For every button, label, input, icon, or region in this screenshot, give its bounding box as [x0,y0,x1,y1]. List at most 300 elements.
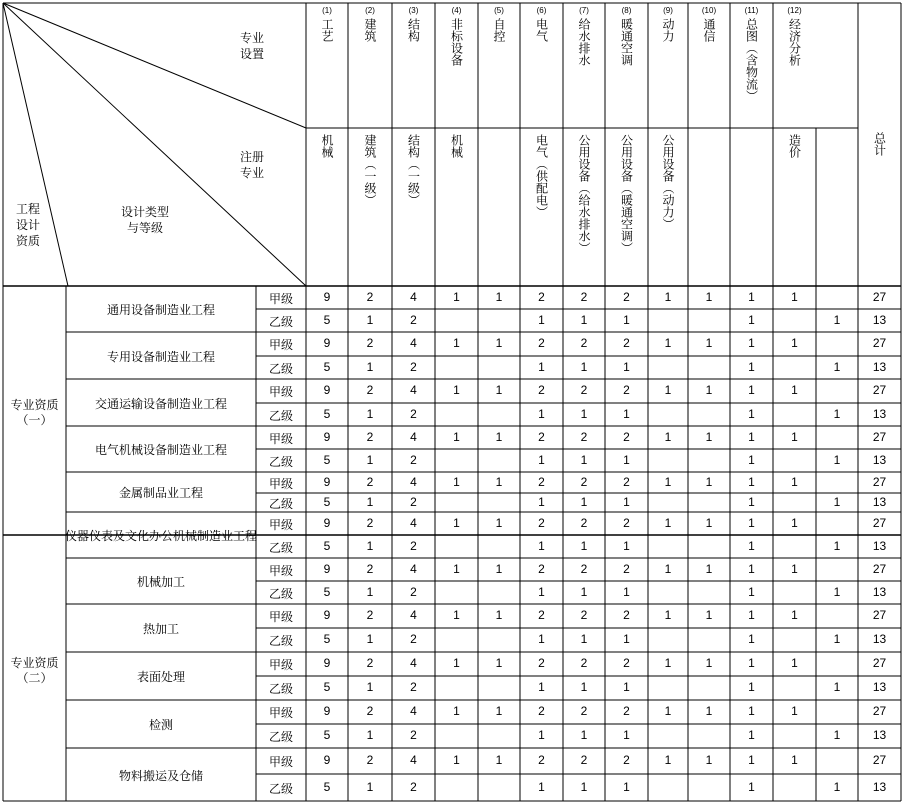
value-cell: 1 [453,289,460,304]
category-label: 通用设备制造业工程 [106,303,216,317]
value-cell: 2 [366,429,374,444]
value-cell: 1 [538,779,545,794]
grade-a-label: 甲级 [268,476,294,491]
value-cell: 1 [833,406,841,421]
value-cell: 1 [366,312,374,327]
value-cell: 2 [623,429,630,444]
column-index: (7) [579,6,589,15]
column-index: (4) [451,6,462,15]
value-cell: 2 [538,656,545,670]
value-cell: 27 [872,608,887,622]
value-cell: 1 [453,561,460,576]
value-cell: 1 [833,779,841,794]
value-cell: 1 [833,584,841,599]
value-cell: 1 [580,312,588,327]
value-cell: 1 [623,538,630,553]
value-cell: 2 [580,561,588,576]
category-label: 检测 [148,718,174,732]
value-cell: 1 [453,656,460,670]
value-cell: 5 [323,632,331,646]
value-cell: 2 [538,753,545,767]
value-cell: 1 [705,656,713,670]
column-registered: 公用设备（动力） [661,134,675,230]
column-registered: 公用设备（暖通空调） [619,134,634,254]
value-cell: 27 [872,656,887,670]
value-cell: 9 [323,515,331,530]
value-cell: 2 [410,779,417,794]
value-cell: 2 [410,406,417,421]
value-cell: 2 [366,383,374,397]
value-cell: 1 [495,515,503,530]
value-cell: 1 [623,406,630,421]
value-cell: 2 [538,429,545,444]
grade-b-label: 乙级 [268,314,294,329]
value-cell: 2 [538,289,545,304]
column-name: 工艺 [320,18,334,42]
value-cell: 1 [705,429,713,444]
value-cell: 4 [410,656,417,670]
value-cell: 2 [623,336,630,350]
value-cell: 1 [623,680,630,694]
value-cell: 13 [872,680,887,694]
value-cell: 1 [748,515,755,530]
value-cell: 1 [538,632,545,646]
value-cell: 2 [623,753,630,767]
value-cell: 13 [872,406,887,421]
value-cell: 1 [664,515,672,530]
value-cell: 5 [323,584,331,599]
category-label: 电气机械设备制造业工程 [94,443,228,457]
corner-qualification: 工程设计资质 [15,202,40,248]
value-cell: 1 [705,704,713,718]
value-cell: 1 [748,561,755,576]
grade-a-label: 甲级 [268,385,294,399]
value-cell: 1 [580,452,588,467]
value-cell: 1 [538,680,545,694]
column-index: (1) [322,6,332,15]
value-cell: 27 [872,429,887,444]
grade-a-label: 甲级 [268,338,294,352]
value-cell: 5 [323,359,331,374]
value-cell: 27 [872,704,887,718]
value-cell: 1 [366,538,374,553]
value-cell: 13 [872,312,887,327]
value-cell: 1 [580,359,588,374]
value-cell: 1 [580,779,588,794]
group-label: 专业资质（一） [10,398,59,427]
value-cell: 1 [580,538,588,553]
value-cell: 2 [580,474,588,489]
value-cell: 1 [705,383,713,397]
value-cell: 9 [323,704,331,718]
value-cell: 2 [410,632,417,646]
value-cell: 2 [538,561,545,576]
value-cell: 2 [580,336,588,350]
column-registered: 公用设备（给水排水） [577,134,591,254]
value-cell: 13 [872,632,887,646]
value-cell: 2 [538,383,545,397]
value-cell: 1 [495,474,503,489]
value-cell: 1 [664,608,672,622]
value-cell: 1 [705,608,713,622]
value-cell: 2 [623,383,630,397]
value-cell: 1 [538,494,545,509]
value-cell: 1 [453,383,460,397]
value-cell: 2 [366,704,374,718]
value-cell: 1 [366,406,374,421]
value-cell: 1 [453,704,460,718]
value-cell: 5 [323,452,331,467]
value-cell: 1 [538,359,545,374]
value-cell: 2 [623,608,630,622]
value-cell: 13 [872,779,887,794]
value-cell: 1 [791,474,798,489]
value-cell: 27 [872,336,887,350]
value-cell: 1 [580,728,588,742]
value-cell: 1 [705,289,713,304]
value-cell: 1 [748,452,755,467]
value-cell: 9 [323,383,331,397]
value-cell: 1 [538,452,545,467]
value-cell: 2 [580,383,588,397]
grade-b-label: 乙级 [268,540,294,555]
value-cell: 2 [538,474,545,489]
value-cell: 2 [366,753,374,767]
value-cell: 1 [833,359,841,374]
category-label: 热加工 [142,622,180,636]
value-cell: 1 [791,336,798,350]
value-cell: 1 [748,336,755,350]
value-cell: 1 [748,474,755,489]
value-cell: 1 [495,656,503,670]
value-cell: 27 [872,753,887,767]
value-cell: 5 [323,728,331,742]
value-cell: 1 [538,728,545,742]
value-cell: 1 [705,561,713,576]
value-cell: 4 [410,383,417,397]
value-cell: 1 [791,429,798,444]
grade-a-label: 甲级 [268,291,294,306]
grade-b-label: 乙级 [268,454,294,469]
column-registered: 建筑（一级） [363,134,377,206]
column-index: (2) [365,6,375,15]
category-label: 金属制品业工程 [118,486,204,500]
value-cell: 1 [748,429,755,444]
value-cell: 27 [872,515,887,530]
value-cell: 1 [833,452,841,467]
value-cell: 1 [538,406,545,421]
value-cell: 1 [366,452,374,467]
value-cell: 4 [410,515,417,530]
value-cell: 1 [748,704,755,718]
value-cell: 9 [323,474,331,489]
value-cell: 5 [323,406,331,421]
value-cell: 13 [872,452,887,467]
value-cell: 2 [366,515,374,530]
corner-design-type: 设计类型与等级 [120,205,169,235]
value-cell: 2 [410,584,417,599]
grade-b-label: 乙级 [268,730,294,744]
grade-b-label: 乙级 [268,682,294,696]
value-cell: 1 [833,494,841,509]
value-cell: 1 [366,494,374,509]
group-label: 专业资质（二） [10,655,59,685]
value-cell: 2 [538,515,545,530]
value-cell: 1 [748,312,755,327]
value-cell: 1 [580,406,588,421]
value-cell: 1 [748,680,755,694]
value-cell: 1 [453,336,460,350]
column-name: 经济分析 [787,18,802,66]
value-cell: 1 [366,680,374,694]
column-name: 暖通空调 [619,18,634,66]
value-cell: 1 [833,538,841,553]
column-name: 建筑 [363,18,377,42]
value-cell: 1 [664,289,672,304]
value-cell: 1 [748,494,755,509]
value-cell: 9 [323,753,331,767]
value-cell: 1 [791,608,798,622]
value-cell: 2 [580,753,588,767]
value-cell: 2 [410,494,417,509]
value-cell: 1 [791,704,798,718]
value-cell: 2 [410,452,417,467]
value-cell: 9 [323,289,331,304]
value-cell: 1 [748,632,755,646]
value-cell: 1 [366,779,374,794]
value-cell: 2 [580,515,588,530]
column-registered: 机械 [320,134,334,158]
value-cell: 1 [453,474,460,489]
value-cell: 2 [580,429,588,444]
value-cell: 1 [791,561,798,576]
column-index: (5) [494,6,504,15]
value-cell: 27 [872,561,887,576]
value-cell: 1 [705,515,713,530]
value-cell: 5 [323,538,331,553]
value-cell: 1 [623,584,630,599]
value-cell: 2 [580,704,588,718]
value-cell: 1 [833,728,841,742]
value-cell: 4 [410,474,417,489]
value-cell: 1 [664,753,672,767]
column-index: (10) [701,6,717,15]
value-cell: 9 [323,608,331,622]
value-cell: 2 [410,680,417,694]
value-cell: 1 [791,383,798,397]
grade-a-label: 甲级 [268,755,294,769]
value-cell: 1 [623,494,630,509]
grade-b-label: 乙级 [268,408,294,423]
value-cell: 1 [580,632,588,646]
grade-a-label: 甲级 [268,706,294,720]
value-cell: 1 [623,452,630,467]
corner-specialty-setup: 专业设置 [239,31,264,61]
value-cell: 2 [623,289,630,304]
value-cell: 27 [872,474,887,489]
value-cell: 2 [623,656,630,670]
value-cell: 4 [410,561,417,576]
value-cell: 1 [366,728,374,742]
value-cell: 2 [580,608,588,622]
value-cell: 1 [366,584,374,599]
value-cell: 1 [705,474,713,489]
grade-b-label: 乙级 [268,634,294,648]
column-name: 给水排水 [577,18,591,66]
column-registered: 电气（供配电） [534,134,549,218]
category-label: 交通运输设备制造业工程 [94,396,228,411]
value-cell: 1 [495,753,503,767]
value-cell: 1 [623,728,630,742]
corner-registered-specialty: 注册专业 [239,150,264,180]
column-name: 通信 [702,18,716,42]
value-cell: 2 [623,561,630,576]
value-cell: 4 [410,608,417,622]
column-index: (8) [621,6,632,15]
value-cell: 1 [623,632,630,646]
value-cell: 5 [323,779,331,794]
value-cell: 1 [791,753,798,767]
total-header: 总计 [872,132,887,156]
value-cell: 13 [872,538,887,553]
value-cell: 2 [410,538,417,553]
value-cell: 1 [833,680,841,694]
value-cell: 1 [748,584,755,599]
value-cell: 2 [410,312,417,327]
value-cell: 1 [791,656,798,670]
value-cell: 1 [748,383,755,397]
value-cell: 2 [410,728,417,742]
value-cell: 2 [366,656,374,670]
grade-b-label: 乙级 [268,781,294,796]
value-cell: 1 [664,336,672,350]
value-cell: 2 [623,515,630,530]
column-index: (6) [536,6,547,15]
value-cell: 1 [580,680,588,694]
grade-a-label: 甲级 [268,610,294,624]
value-cell: 1 [748,359,755,374]
value-cell: 1 [833,632,841,646]
value-cell: 9 [323,561,331,576]
value-cell: 27 [872,289,887,304]
value-cell: 1 [748,656,755,670]
column-name: 电气 [534,18,549,42]
value-cell: 1 [748,289,755,304]
value-cell: 1 [748,608,755,622]
value-cell: 1 [495,561,503,576]
category-label: 物料搬运及仓储 [118,768,204,783]
value-cell: 2 [538,608,545,622]
value-cell: 2 [366,289,374,304]
value-cell: 27 [872,383,887,397]
value-cell: 9 [323,336,331,350]
value-cell: 1 [664,383,672,397]
value-cell: 1 [453,608,460,622]
grade-a-label: 甲级 [268,658,294,672]
value-cell: 1 [453,429,460,444]
category-label: 表面处理 [136,670,186,684]
value-cell: 1 [791,515,798,530]
column-name: 总图（含物流） [744,18,759,102]
value-cell: 1 [366,632,374,646]
value-cell: 1 [833,312,841,327]
value-cell: 5 [323,312,331,327]
column-index: (12) [787,6,802,15]
value-cell: 13 [872,728,887,742]
category-label: 机械加工 [136,575,186,589]
value-cell: 13 [872,359,887,374]
value-cell: 1 [495,608,503,622]
value-cell: 2 [538,336,545,350]
grade-a-label: 甲级 [268,563,294,578]
column-name: 动力 [661,18,675,42]
value-cell: 2 [366,608,374,622]
value-cell: 1 [664,561,672,576]
value-cell: 2 [410,359,417,374]
value-cell: 1 [664,704,672,718]
value-cell: 1 [580,494,588,509]
grade-b-label: 乙级 [268,496,294,511]
value-cell: 1 [538,538,545,553]
value-cell: 4 [410,336,417,350]
value-cell: 1 [705,753,713,767]
column-name: 结构 [406,18,421,42]
column-registered: 结构（一级） [406,134,421,206]
value-cell: 2 [623,474,630,489]
value-cell: 1 [664,656,672,670]
value-cell: 1 [453,753,460,767]
value-cell: 2 [623,704,630,718]
value-cell: 1 [366,359,374,374]
value-cell: 1 [495,704,503,718]
value-cell: 1 [453,515,460,530]
value-cell: 1 [664,474,672,489]
value-cell: 1 [748,753,755,767]
value-cell: 1 [623,312,630,327]
value-cell: 9 [323,429,331,444]
value-cell: 2 [538,704,545,718]
value-cell: 1 [538,312,545,327]
value-cell: 1 [495,383,503,397]
value-cell: 4 [410,753,417,767]
value-cell: 1 [748,538,755,553]
value-cell: 2 [366,561,374,576]
value-cell: 1 [580,584,588,599]
column-name: 自控 [492,18,506,42]
value-cell: 9 [323,656,331,670]
value-cell: 1 [748,779,755,794]
value-cell: 1 [705,336,713,350]
value-cell: 1 [791,289,798,304]
category-label: 仪器仪表及文化办公机械制造业工程 [64,529,258,543]
value-cell: 13 [872,494,887,509]
value-cell: 1 [623,779,630,794]
value-cell: 1 [748,406,755,421]
column-index: (9) [663,6,673,15]
value-cell: 2 [580,289,588,304]
value-cell: 4 [410,704,417,718]
column-name: 非标设备 [449,18,464,66]
value-cell: 1 [495,289,503,304]
value-cell: 1 [664,429,672,444]
grade-b-label: 乙级 [268,361,294,376]
column-index: (3) [408,6,419,15]
value-cell: 1 [623,359,630,374]
column-index: (11) [744,6,759,15]
value-cell: 4 [410,429,417,444]
value-cell: 1 [495,336,503,350]
value-cell: 5 [323,680,331,694]
